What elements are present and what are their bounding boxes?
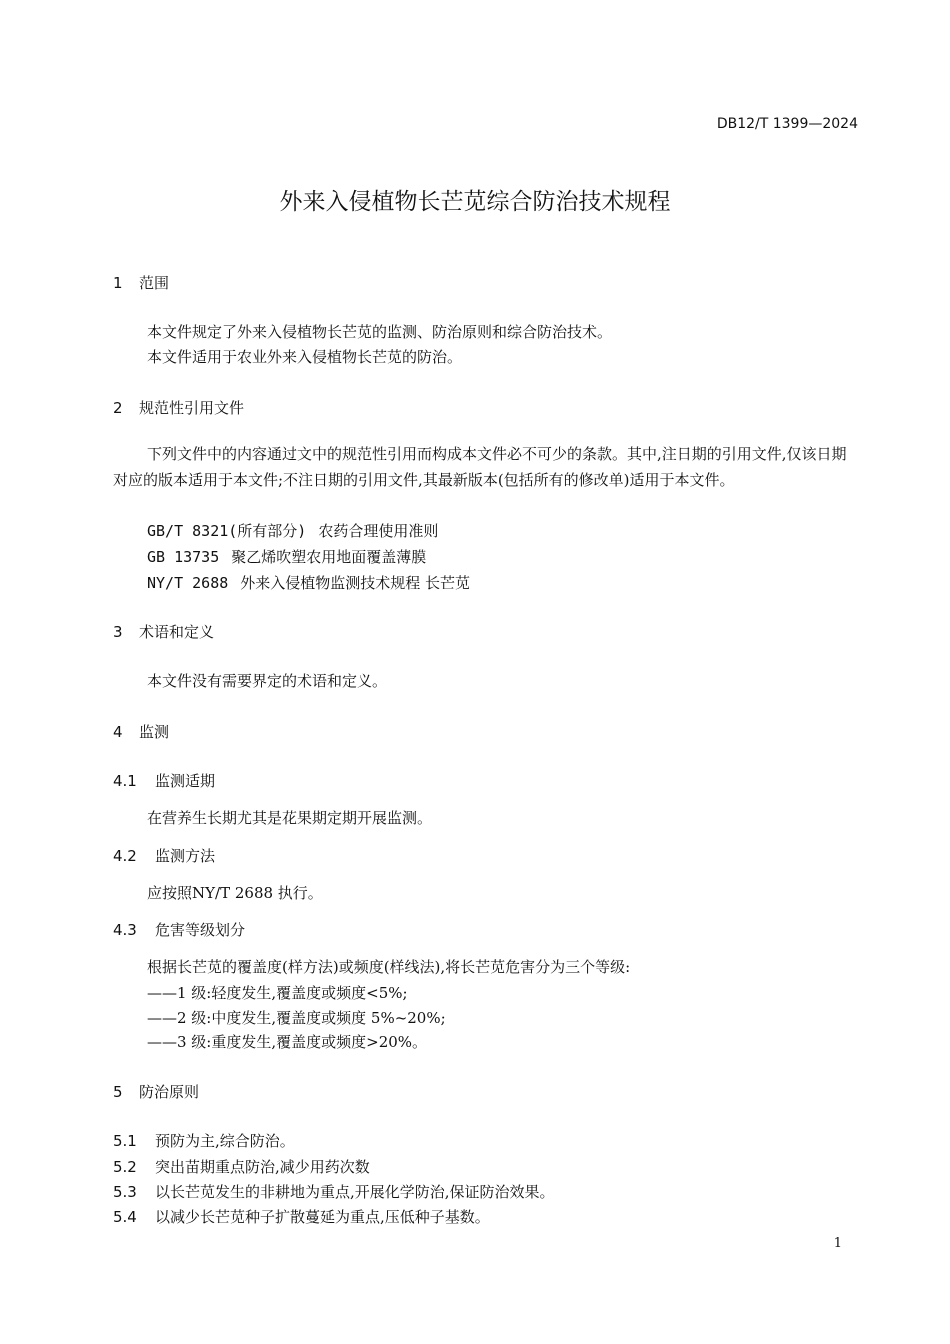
list-item xyxy=(113,1206,490,1227)
reference-code: GB 13735 xyxy=(147,548,220,566)
list-item: ——1 级:轻度发生,覆盖度或频度<5%; xyxy=(147,984,408,1002)
subsection-title: 监测适期 xyxy=(155,772,216,790)
section-title: 防治原则 xyxy=(139,1083,200,1101)
reference-title: 聚乙烯吹塑农用地面覆盖薄膜 xyxy=(231,548,427,566)
page-number: 1 xyxy=(833,1236,842,1251)
item-text: 以减少长芒苋种子扩散蔓延为重点,压低种子基数。 xyxy=(155,1208,490,1226)
paragraph: 本文件规定了外来入侵植物长芒苋的监测、防治原则和综合防治技术。 xyxy=(147,323,613,341)
subsection-number: 4.2 xyxy=(113,847,137,865)
reference-item xyxy=(147,572,470,593)
reference-item xyxy=(147,520,438,541)
section-number: 5 xyxy=(113,1083,123,1101)
list-item xyxy=(113,1181,555,1202)
subsection-number: 4.3 xyxy=(113,921,137,939)
list-item xyxy=(113,1156,370,1177)
subsection-4-1-heading xyxy=(113,770,215,791)
paragraph: 根据长芒苋的覆盖度(样方法)或频度(样线法),将长芒苋危害分为三个等级: xyxy=(147,958,631,976)
paragraph: 下列文件中的内容通过文中的规范性引用而构成本文件必不可少的条款。其中,注日期的引用文件,仅该日期对应的版本适用于本文件;不注日期的引用文件,其最新版本(包括所有的修改单)适用于本文件。 xyxy=(113,445,847,489)
section-4-heading xyxy=(113,721,169,742)
subsection-4-3-heading xyxy=(113,919,245,940)
document-code: DB12/T 1399—2024 xyxy=(716,116,858,132)
section-number: 2 xyxy=(113,399,123,417)
section-number: 3 xyxy=(113,623,123,641)
section-number: 1 xyxy=(113,274,123,292)
section-title: 范围 xyxy=(139,274,170,292)
section-title: 规范性引用文件 xyxy=(139,399,245,417)
section-1-heading xyxy=(113,272,169,293)
subsection-number: 4.1 xyxy=(113,772,137,790)
page-title: 外来入侵植物长芒苋综合防治技术规程 xyxy=(279,189,671,215)
paragraph: 在营养生长期尤其是花果期定期开展监测。 xyxy=(147,809,433,827)
section-5-heading xyxy=(113,1081,199,1102)
subsection-title: 监测方法 xyxy=(155,847,216,865)
reference-item xyxy=(147,546,426,567)
reference-code: NY/T 2688 xyxy=(147,574,229,592)
list-item xyxy=(113,1130,295,1151)
section-2-heading xyxy=(113,397,244,418)
list-item: ——3 级:重度发生,覆盖度或频度>20%。 xyxy=(147,1033,428,1051)
section-number: 4 xyxy=(113,723,123,741)
section-title: 监测 xyxy=(139,723,170,741)
item-number: 5.4 xyxy=(113,1208,137,1226)
item-number: 5.3 xyxy=(113,1183,137,1201)
subsection-title: 危害等级划分 xyxy=(155,921,246,939)
item-text: 预防为主,综合防治。 xyxy=(155,1132,295,1150)
reference-code: GB/T 8321(所有部分) xyxy=(147,522,307,540)
reference-title: 外来入侵植物监测技术规程 长芒苋 xyxy=(240,574,471,592)
item-number: 5.2 xyxy=(113,1158,137,1176)
paragraph: 本文件适用于农业外来入侵植物长芒苋的防治。 xyxy=(147,348,463,366)
subsection-4-2-heading xyxy=(113,845,215,866)
reference-title: 农药合理使用准则 xyxy=(318,522,439,540)
section-title: 术语和定义 xyxy=(139,623,215,641)
list-item: ——2 级:中度发生,覆盖度或频度 5%~20%; xyxy=(147,1009,446,1027)
paragraph: 应按照NY/T 2688 执行。 xyxy=(147,884,323,902)
item-number: 5.1 xyxy=(113,1132,137,1150)
item-text: 突出苗期重点防治,减少用药次数 xyxy=(155,1158,370,1176)
item-text: 以长芒苋发生的非耕地为重点,开展化学防治,保证防治效果。 xyxy=(155,1183,555,1201)
section-3-heading xyxy=(113,621,214,642)
paragraph: 本文件没有需要界定的术语和定义。 xyxy=(147,672,388,690)
